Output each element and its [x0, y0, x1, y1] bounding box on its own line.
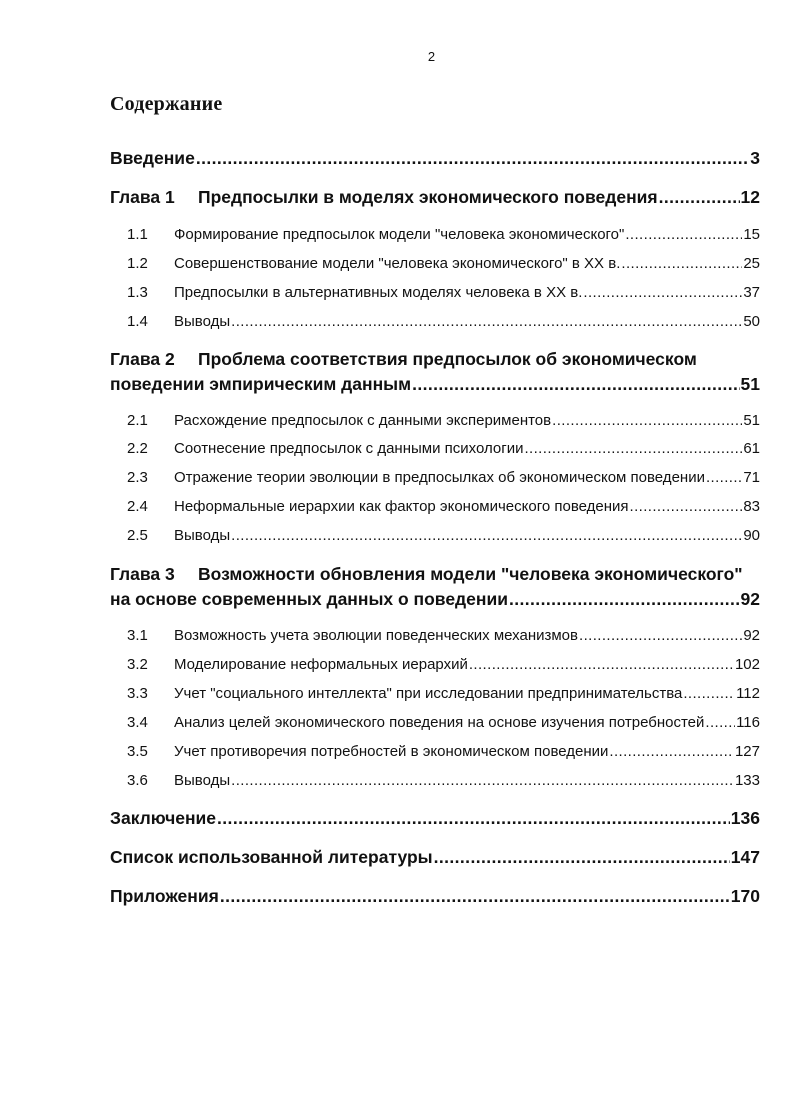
toc-entry-page: 170 — [730, 886, 760, 906]
chapter-page: 92 — [740, 589, 760, 609]
section-number: 3.5 — [127, 743, 148, 760]
section-page: 37 — [743, 284, 760, 301]
toc-section[interactable] — [127, 685, 760, 702]
dot-leader — [434, 847, 730, 868]
dot-leader — [231, 772, 734, 789]
toc-section[interactable] — [127, 440, 760, 457]
toc-chapter-2-line1[interactable] — [110, 349, 760, 370]
chapter-label: Глава 3 — [110, 564, 175, 584]
section-number: 2.1 — [127, 412, 148, 429]
toc-section[interactable] — [127, 498, 760, 515]
toc-entry-page: 136 — [730, 808, 760, 828]
dot-leader — [706, 469, 742, 486]
toc-section[interactable] — [127, 743, 760, 760]
dot-leader — [583, 284, 742, 301]
toc-title: Содержание — [110, 93, 223, 115]
chapter-label: Глава 2 — [110, 349, 175, 369]
section-title: Отражение теории эволюции в предпосылках об экономическом поведении — [174, 469, 705, 486]
chapter-title-continued: поведении эмпирическим данным — [110, 374, 412, 394]
section-title: Совершенствование модели "человека экономического" в XX в. — [174, 255, 621, 272]
dot-leader — [469, 656, 734, 673]
section-title: Учет противоречия потребностей в экономическом поведении — [174, 743, 609, 760]
dot-leader — [659, 187, 740, 208]
dot-leader — [609, 743, 734, 760]
section-page: 25 — [743, 255, 760, 272]
section-page: 90 — [743, 527, 760, 544]
section-number: 3.3 — [127, 685, 148, 702]
dot-leader — [220, 886, 730, 907]
chapter-title: Предпосылки в моделях экономического поведения — [198, 187, 658, 207]
toc-section[interactable] — [127, 627, 760, 644]
section-title: Предпосылки в альтернативных моделях человека в XX в. — [174, 284, 583, 301]
section-title: Моделирование неформальных иерархий — [174, 656, 468, 673]
section-title: Выводы — [174, 527, 231, 544]
section-number: 1.1 — [127, 226, 148, 243]
section-number: 2.4 — [127, 498, 148, 515]
toc-entry-appendices[interactable] — [110, 886, 760, 907]
toc-section[interactable] — [127, 284, 760, 301]
toc-entry-text: Приложения — [110, 886, 219, 906]
toc-section[interactable] — [127, 255, 760, 272]
toc-entry-page: 3 — [750, 148, 760, 168]
section-title: Анализ целей экономического поведения на основе изучения потребностей — [174, 714, 705, 731]
section-title: Неформальные иерархии как фактор экономического поведения — [174, 498, 629, 515]
dot-leader — [630, 498, 743, 515]
toc-entry-text: Введение — [110, 148, 195, 168]
chapter-title: Возможности обновления модели "человека экономического" — [198, 564, 743, 584]
toc-entry-text: Заключение — [110, 808, 217, 828]
dot-leader — [683, 685, 735, 702]
section-number: 1.4 — [127, 313, 148, 330]
section-number: 1.2 — [127, 255, 148, 272]
section-page: 112 — [736, 685, 760, 702]
section-page: 133 — [734, 772, 760, 789]
dot-leader — [579, 627, 742, 644]
dot-leader — [231, 527, 742, 544]
dot-leader — [705, 714, 735, 731]
toc-section[interactable] — [127, 527, 760, 544]
section-page: 127 — [734, 743, 760, 760]
section-title: Выводы — [174, 772, 231, 789]
section-number: 3.1 — [127, 627, 148, 644]
dot-leader — [217, 808, 730, 829]
chapter-title-continued: на основе современных данных о поведении — [110, 589, 508, 609]
section-page: 50 — [743, 313, 760, 330]
toc-entry-page: 147 — [730, 847, 760, 867]
toc-section[interactable] — [127, 772, 760, 789]
section-number: 3.6 — [127, 772, 148, 789]
dot-leader — [621, 255, 742, 272]
toc-section[interactable] — [127, 714, 760, 731]
chapter-page: 12 — [740, 187, 760, 207]
section-number: 2.3 — [127, 469, 148, 486]
toc-chapter-1[interactable] — [110, 187, 760, 208]
section-page: 83 — [743, 498, 760, 515]
section-page: 71 — [743, 469, 760, 486]
dot-leader — [231, 313, 742, 330]
dot-leader — [625, 226, 742, 243]
toc-section[interactable] — [127, 226, 760, 243]
section-page: 15 — [743, 226, 760, 243]
section-page: 92 — [743, 627, 760, 644]
dot-leader — [552, 412, 742, 429]
toc-chapter-3-line2[interactable] — [110, 589, 760, 610]
page-number: 2 — [427, 49, 436, 64]
section-number: 2.2 — [127, 440, 148, 457]
toc-chapter-3-line1[interactable] — [110, 564, 760, 585]
dot-leader — [196, 148, 749, 169]
toc-section[interactable] — [127, 412, 760, 429]
section-title: Возможность учета эволюции поведенческих механизмов — [174, 627, 578, 644]
section-number: 3.4 — [127, 714, 148, 731]
toc-entry-references[interactable] — [110, 847, 760, 868]
section-number: 1.3 — [127, 284, 148, 301]
chapter-title: Проблема соответствия предпосылок об экономическом — [198, 349, 697, 369]
toc-entry-intro[interactable] — [110, 148, 760, 169]
section-page: 102 — [734, 656, 760, 673]
toc-section[interactable] — [127, 656, 760, 673]
section-page: 116 — [736, 714, 760, 731]
section-page: 61 — [743, 440, 760, 457]
dot-leader — [524, 440, 742, 457]
toc-entry-text: Список использованной литературы — [110, 847, 433, 867]
chapter-page: 51 — [740, 374, 760, 394]
section-title: Формирование предпосылок модели "человека экономического" — [174, 226, 625, 243]
toc-section[interactable] — [127, 313, 760, 330]
section-title: Учет "социального интеллекта" при исследовании предпринимательства — [174, 685, 683, 702]
section-title: Выводы — [174, 313, 231, 330]
section-title: Соотнесение предпосылок с данными психологии — [174, 440, 524, 457]
chapter-label: Глава 1 — [110, 187, 175, 207]
toc-section[interactable] — [127, 469, 760, 486]
toc-entry-conclusion[interactable] — [110, 808, 760, 829]
section-page: 51 — [743, 412, 760, 429]
dot-leader — [509, 589, 740, 610]
section-number: 3.2 — [127, 656, 148, 673]
section-title: Расхождение предпосылок с данными экспериментов — [174, 412, 552, 429]
toc-chapter-2-line2[interactable] — [110, 374, 760, 395]
section-number: 2.5 — [127, 527, 148, 544]
dot-leader — [412, 374, 739, 395]
